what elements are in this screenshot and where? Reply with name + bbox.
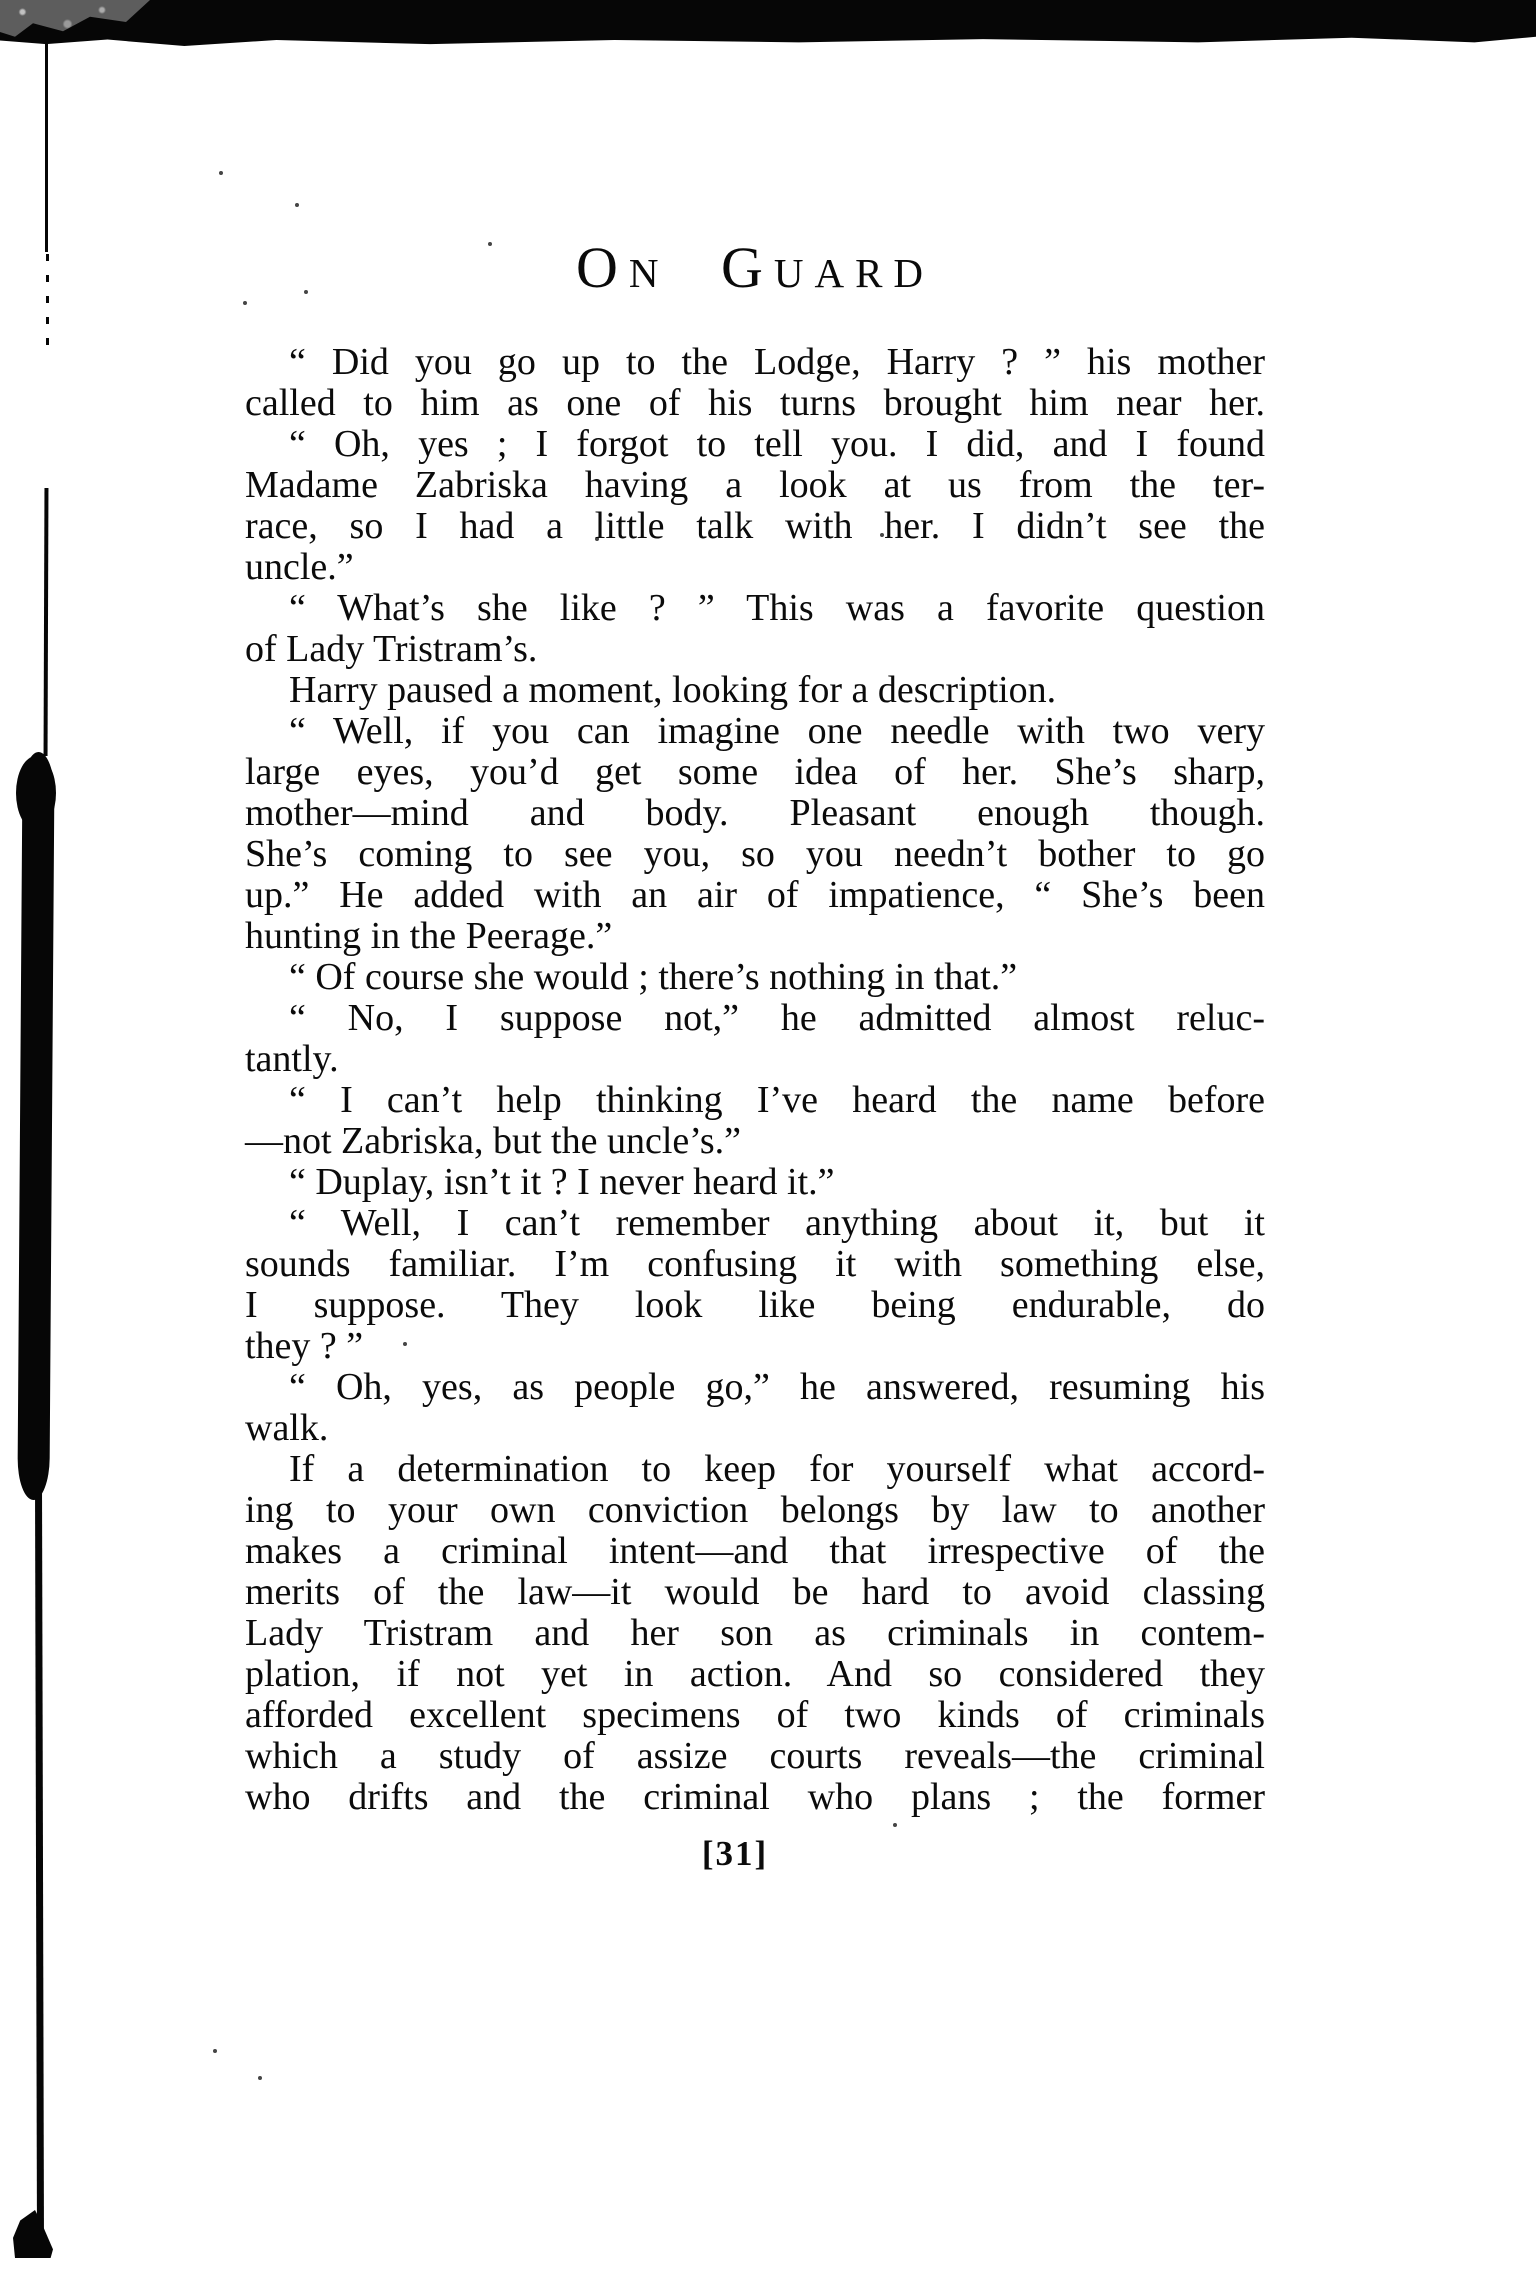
scan-artifact-left-line-dashes [46,254,49,350]
scan-speck [295,203,299,207]
text-line: “ I can’t help thinking I’ve heard the name before [289,1079,1265,1121]
page-number: [31] [701,1834,769,1873]
text-line: “ Did you go up to the Lodge, Harry ? ” his mother [289,341,1265,383]
text-line: “ Oh, yes, as people go,” he answered, resuming his [289,1366,1265,1408]
text-line: merits of the law—it would be hard to avoid classing [245,1571,1265,1613]
text-line: “ Well, I can’t remember anything about it, but it [289,1202,1265,1244]
text-line: Harry paused a moment, looking for a description. [289,669,1057,711]
text-line: She’s coming to see you, so you needn’t bother to go [245,833,1265,875]
scan-speck [219,171,223,175]
scan-artifact-left-line-2 [44,488,49,756]
text-line: plation, if not yet in action. And so considered they [245,1653,1265,1695]
text-line: sounds familiar. I’m confusing it with something else, [245,1243,1265,1285]
text-line: who drifts and the criminal who plans ; the former [245,1776,1265,1818]
text-line: tantly. [245,1038,339,1080]
text-line: which a study of assize courts reveals—the criminal [245,1735,1265,1777]
text-line: hunting in the Peerage.” [245,915,613,957]
text-line: makes a criminal intent—and that irrespective of the [245,1530,1265,1572]
text-line: mother—mind and body. Pleasant enough though. [245,792,1265,834]
scan-speck [213,2049,217,2053]
text-line: up.” He added with an air of impatience, “ She’s been [245,874,1265,916]
running-head: On Guard [575,235,935,300]
text-line: “ Well, if you can imagine one needle with two very [289,710,1265,752]
scan-artifact-top-bar [0,0,1536,46]
scan-speck [243,301,247,305]
text-line: they ? ” [245,1325,364,1367]
text-line: of Lady Tristram’s. [245,628,538,670]
text-line: ing to your own conviction belongs by law to another [245,1489,1265,1531]
scan-speck [258,2076,262,2080]
scan-speck [893,1823,897,1827]
text-line: —not Zabriska, but the uncle’s.” [245,1120,741,1162]
text-line: uncle.” [245,546,354,588]
text-line: If a determination to keep for yourself what accord- [289,1448,1265,1490]
scan-artifact-bottom-ink-blob [13,2210,53,2258]
text-line: large eyes, you’d get some idea of her. She’s sharp, [245,751,1265,793]
text-line: afforded excellent specimens of two kinds of criminals [245,1694,1265,1736]
text-line: “ Duplay, isn’t it ? I never heard it.” [289,1161,835,1203]
text-line: walk. [245,1407,329,1449]
text-column [245,342,1265,1818]
text-line: I suppose. They look like being endurable, do [245,1284,1265,1326]
scan-artifact-left-line-3 [35,1492,44,2236]
text-line: Madame Zabriska having a look at us from the ter- [245,464,1265,506]
text-line: “ Oh, yes ; I forgot to tell you. I did, and I found [289,423,1265,465]
text-line: Lady Tristram and her son as criminals in contem- [245,1612,1265,1654]
text-line: called to him as one of his turns brought him near her. [245,382,1265,424]
scan-artifact-left-line [45,40,48,252]
text-line: “ No, I suppose not,” he admitted almost reluc- [289,997,1265,1039]
text-line: race, so I had a little talk with her. I didn’t see the [245,505,1265,547]
text-line: “ Of course she would ; there’s nothing in that.” [289,956,1018,998]
scan-artifact-left-ink-bump [16,756,56,830]
scan-artifact-left-ink-blob [17,752,54,1500]
text-line: “ What’s she like ? ” This was a favorite question [289,587,1265,629]
